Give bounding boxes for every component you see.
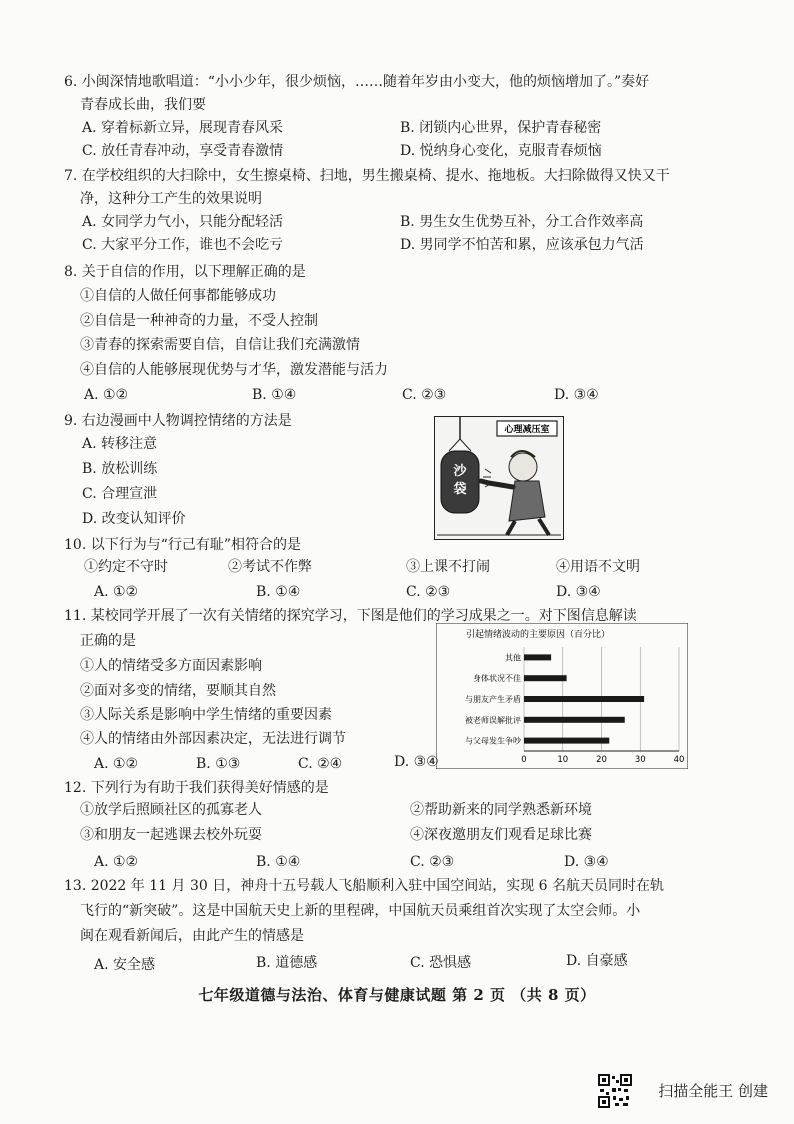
sandbag-label-2: 袋 xyxy=(453,482,467,497)
q12-option-d: D. ③④ xyxy=(564,854,609,870)
q9-option-d: D. 改变认知评价 xyxy=(82,511,186,527)
q12-item-2: ②帮助新来的同学熟悉新环境 xyxy=(410,802,592,818)
q11-option-c: C. ②④ xyxy=(298,756,343,772)
q7-stem-line1: 7. 在学校组织的大扫除中，女生擦桌椅、扫地，男生搬桌椅、提水、拖地板。大扫除做得又快又干 xyxy=(64,168,670,184)
chart-bar xyxy=(524,675,567,681)
q10-option-c: C. ②③ xyxy=(406,584,451,600)
q9-option-c: C. 合理宣泄 xyxy=(82,486,158,502)
q7-option-d: D. 男同学不怕苦和累，应该承包力气活 xyxy=(400,237,644,253)
chart-bar xyxy=(524,738,609,744)
chart-category-label: 与朋友产生矛盾 xyxy=(465,695,521,704)
q13-stem-line3: 闽在观看新闻后，由此产生的情感是 xyxy=(80,928,304,944)
chart-category-label: 身体状况不佳 xyxy=(473,674,521,684)
chart-tick-label: 0 xyxy=(521,755,527,765)
q9-option-a: A. 转移注意 xyxy=(82,436,158,452)
q6-option-c: C. 放任青春冲动，享受青春激情 xyxy=(82,143,284,159)
page-footer: 七年级道德与法治、体育与健康试题 第 2 页 （共 8 页） xyxy=(198,986,596,1004)
q10-item-4: ④用语不文明 xyxy=(556,559,640,575)
q8-item-1: ①自信的人做任何事都能够成功 xyxy=(80,288,276,304)
qr-code-icon xyxy=(598,1074,632,1108)
q11-stem-line2: 正确的是 xyxy=(80,633,136,649)
q11-option-a: A. ①② xyxy=(94,756,139,772)
q12-stem: 12. 下列行为有助于我们获得美好情感的是 xyxy=(64,780,329,796)
bag-chains xyxy=(449,439,471,451)
chart-tick-label: 20 xyxy=(596,755,607,765)
q6-option-a: A. 穿着标新立异，展现青春风采 xyxy=(82,120,284,136)
chart-category-label: 与父母发生争吵 xyxy=(465,736,521,746)
q11-item-3: ③人际关系是影响中学生情绪的重要因素 xyxy=(80,707,332,723)
chart-category-label: 其他 xyxy=(505,653,521,663)
q7-option-a: A. 女同学力气小，只能分配轻活 xyxy=(82,214,284,230)
q11-option-d: D. ③④ xyxy=(394,754,439,770)
q12-option-b: B. ①④ xyxy=(256,854,301,870)
q6-option-b: B. 闭锁内心世界，保护青春秘密 xyxy=(400,120,602,136)
q10-option-d: D. ③④ xyxy=(556,584,601,600)
q8-option-a: A. ①② xyxy=(84,387,129,403)
q12-item-1: ①放学后照顾社区的孤寡老人 xyxy=(80,802,262,818)
q8-option-b: B. ①④ xyxy=(252,387,297,403)
q10-option-a: A. ①② xyxy=(94,584,139,600)
q12-item-4: ④深夜邀朋友们观看足球比赛 xyxy=(410,827,592,843)
q8-item-2: ②自信是一种神奇的力量，不受人控制 xyxy=(80,313,318,329)
q13-option-c: C. 恐惧感 xyxy=(410,955,472,971)
q10-item-1: ①约定不守时 xyxy=(84,559,168,575)
q11-stem-line1: 11. 某校同学开展了一次有关情绪的探究学习，下图是他们的学习成果之一。对下图信息解读 xyxy=(64,608,637,624)
q11-item-2: ②面对多变的情绪，要顺其自然 xyxy=(80,683,276,699)
q11-option-b: B. ①③ xyxy=(196,756,241,772)
q12-option-a: A. ①② xyxy=(94,854,139,870)
stress-relief-cartoon xyxy=(434,416,564,540)
person-head xyxy=(509,453,537,481)
scanner-watermark: 扫描全能王 创建 xyxy=(658,1082,768,1100)
q13-stem-line2: 飞行的“新突破”。这是中国航天史上新的里程碑，中国航天员乘组首次实现了太空会师。小 xyxy=(80,903,641,919)
q6-stem-line1: 6. 小闽深情地歌唱道：“小小少年，很少烦恼，……随着年岁由小变大，他的烦恼增加了。”奏好 xyxy=(64,74,650,90)
q10-item-2: ②考试不作弊 xyxy=(228,559,312,575)
q9-stem: 9. 右边漫画中人物调控情绪的方法是 xyxy=(64,413,292,429)
q8-option-c: C. ②③ xyxy=(402,387,447,403)
q6-stem-line2: 青春成长曲，我们要 xyxy=(80,97,206,113)
chart-tick-label: 10 xyxy=(557,755,569,765)
q10-option-b: B. ①④ xyxy=(256,584,301,600)
q7-stem-line2: 净，这种分工产生的效果说明 xyxy=(80,191,262,207)
q8-item-3: ③青春的探索需要自信，自信让我们充满激情 xyxy=(80,337,360,353)
q11-item-4: ④人的情绪由外部因素决定，无法进行调节 xyxy=(80,731,346,747)
q13-option-a: A. 安全感 xyxy=(94,957,156,973)
q13-stem-line1: 13. 2022 年 11 月 30 日，神舟十五号载人飞船顺利入驻中国空间站，实现 6 名航天员同时在轨 xyxy=(64,878,665,894)
q10-stem: 10. 以下行为与“行己有耻”相符合的是 xyxy=(64,537,302,553)
person-legs xyxy=(507,519,549,535)
chart-category-label: 被老师误解批评 xyxy=(465,715,521,725)
q12-item-3: ③和朋友一起逃课去校外玩耍 xyxy=(80,827,262,843)
q6-option-d: D. 悦纳身心变化，克服青春烦恼 xyxy=(400,143,602,159)
sandbag-label-1: 沙 xyxy=(453,464,467,479)
q7-option-b: B. 男生女生优势互补，分工合作效率高 xyxy=(400,214,644,230)
q12-option-c: C. ②③ xyxy=(410,854,455,870)
q13-option-d: D. 自豪感 xyxy=(566,953,628,969)
emotion-causes-chart xyxy=(436,623,688,769)
cartoon-sign-text: 心理减压室 xyxy=(504,425,550,435)
chart-svg xyxy=(436,623,688,769)
chart-bar xyxy=(524,717,625,723)
chart-title: 引起情绪波动的主要原因（百分比） xyxy=(465,630,611,640)
chart-bar xyxy=(524,654,551,660)
q8-stem: 8. 关于自信的作用，以下理解正确的是 xyxy=(64,264,306,280)
q7-option-c: C. 大家平分工作，谁也不会吃亏 xyxy=(82,237,284,253)
q9-option-b: B. 放松训练 xyxy=(82,461,158,477)
q13-option-b: B. 道德感 xyxy=(256,955,318,971)
q11-item-1: ①人的情绪受多方面因素影响 xyxy=(80,658,262,674)
chart-bar xyxy=(524,696,644,702)
cartoon-illustration xyxy=(435,417,563,539)
q10-item-3: ③上课不打闹 xyxy=(406,559,490,575)
q8-item-4: ④自信的人能够展现优势与才华，激发潜能与活力 xyxy=(80,362,388,378)
q8-option-d: D. ③④ xyxy=(554,387,599,403)
chart-tick-label: 40 xyxy=(673,755,685,765)
chart-tick-label: 30 xyxy=(634,755,646,765)
